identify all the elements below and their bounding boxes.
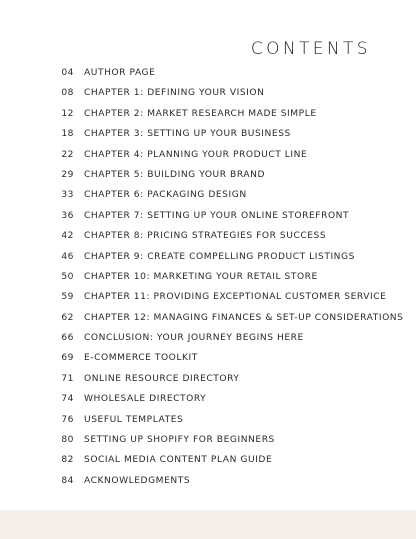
toc-entry[interactable] <box>0 450 416 470</box>
toc-entry-title: USEFUL TEMPLATES <box>84 414 184 425</box>
toc-page-number: 66 <box>61 333 74 344</box>
toc-page-number: 71 <box>61 373 74 384</box>
table-of-contents <box>0 63 416 491</box>
toc-entry[interactable] <box>0 389 416 409</box>
toc-page-number: 08 <box>61 88 74 99</box>
toc-page-number: 18 <box>61 129 74 140</box>
toc-page-number: 36 <box>61 210 74 221</box>
toc-entry[interactable] <box>0 410 416 430</box>
toc-entry[interactable] <box>0 348 416 368</box>
toc-page-number: 29 <box>61 169 74 180</box>
toc-entry-title: CHAPTER 6: PACKAGING DESIGN <box>84 190 247 201</box>
toc-entry[interactable] <box>0 104 416 124</box>
toc-entry[interactable] <box>0 165 416 185</box>
toc-entry-title: CHAPTER 11: PROVIDING EXCEPTIONAL CUSTOMER SERVICE <box>84 292 387 303</box>
toc-entry-title: SOCIAL MEDIA CONTENT PLAN GUIDE <box>84 455 273 466</box>
toc-entry-title: SETTING UP SHOPIFY FOR BEGINNERS <box>84 435 275 446</box>
toc-entry[interactable] <box>0 430 416 450</box>
toc-entry[interactable] <box>0 83 416 103</box>
toc-entry-title: CHAPTER 12: MANAGING FINANCES & SET-UP CONSIDERATIONS <box>84 312 404 323</box>
toc-entry-title: WHOLESALE DIRECTORY <box>84 394 207 405</box>
toc-entry[interactable] <box>0 226 416 246</box>
toc-entry-title: CHAPTER 10: MARKETING YOUR RETAIL STORE <box>84 271 318 282</box>
toc-entry-title: CONCLUSION: YOUR JOURNEY BEGINS HERE <box>84 333 304 344</box>
toc-entry[interactable] <box>0 185 416 205</box>
toc-entry[interactable] <box>0 206 416 226</box>
toc-page-number: 42 <box>61 231 74 242</box>
toc-entry[interactable] <box>0 287 416 307</box>
toc-page-number: 62 <box>61 312 74 323</box>
toc-entry-title: CHAPTER 2: MARKET RESEARCH MADE SIMPLE <box>84 108 317 119</box>
toc-entry-title: CHAPTER 5: BUILDING YOUR BRAND <box>84 169 266 180</box>
toc-entry-title: CHAPTER 7: SETTING UP YOUR ONLINE STOREFRONT <box>84 210 350 221</box>
page-title: CONTENTS <box>250 39 371 59</box>
toc-entry[interactable] <box>0 124 416 144</box>
toc-page-number: 82 <box>61 455 74 466</box>
toc-page-number: 04 <box>61 68 74 78</box>
toc-entry-title: ACKNOWLEDGMENTS <box>84 475 191 486</box>
toc-page-number: 74 <box>61 394 74 405</box>
toc-entry[interactable] <box>0 308 416 328</box>
toc-entry[interactable] <box>0 267 416 287</box>
toc-entry[interactable] <box>0 328 416 348</box>
toc-entry-title: CHAPTER 9: CREATE COMPELLING PRODUCT LISTINGS <box>84 251 355 262</box>
toc-page-number: 33 <box>61 190 74 201</box>
toc-page-number: 12 <box>61 108 74 119</box>
toc-entry-title: E-COMMERCE TOOLKIT <box>84 353 198 364</box>
toc-page-number: 59 <box>61 292 74 303</box>
toc-entry[interactable] <box>0 247 416 267</box>
toc-page-number: 69 <box>61 353 74 364</box>
toc-entry-title: AUTHOR PAGE <box>84 68 156 78</box>
toc-page-number: 84 <box>61 475 74 486</box>
toc-entry-title: CHAPTER 1: DEFINING YOUR VISION <box>84 88 265 99</box>
toc-page-number: 22 <box>61 149 74 160</box>
toc-entry[interactable] <box>0 145 416 165</box>
toc-entry-title: CHAPTER 3: SETTING UP YOUR BUSINESS <box>84 129 291 140</box>
toc-entry[interactable] <box>0 63 416 83</box>
toc-page-number: 46 <box>61 251 74 262</box>
toc-entry-title: CHAPTER 8: PRICING STRATEGIES FOR SUCCESS <box>84 231 327 242</box>
toc-entry-title: ONLINE RESOURCE DIRECTORY <box>84 373 240 384</box>
toc-entry[interactable] <box>0 471 416 491</box>
toc-page-number: 76 <box>61 414 74 425</box>
toc-page-number: 80 <box>61 435 74 446</box>
footer-band <box>0 510 416 539</box>
toc-page-number: 50 <box>61 271 74 282</box>
toc-entry[interactable] <box>0 369 416 389</box>
toc-entry-title: CHAPTER 4: PLANNING YOUR PRODUCT LINE <box>84 149 308 160</box>
